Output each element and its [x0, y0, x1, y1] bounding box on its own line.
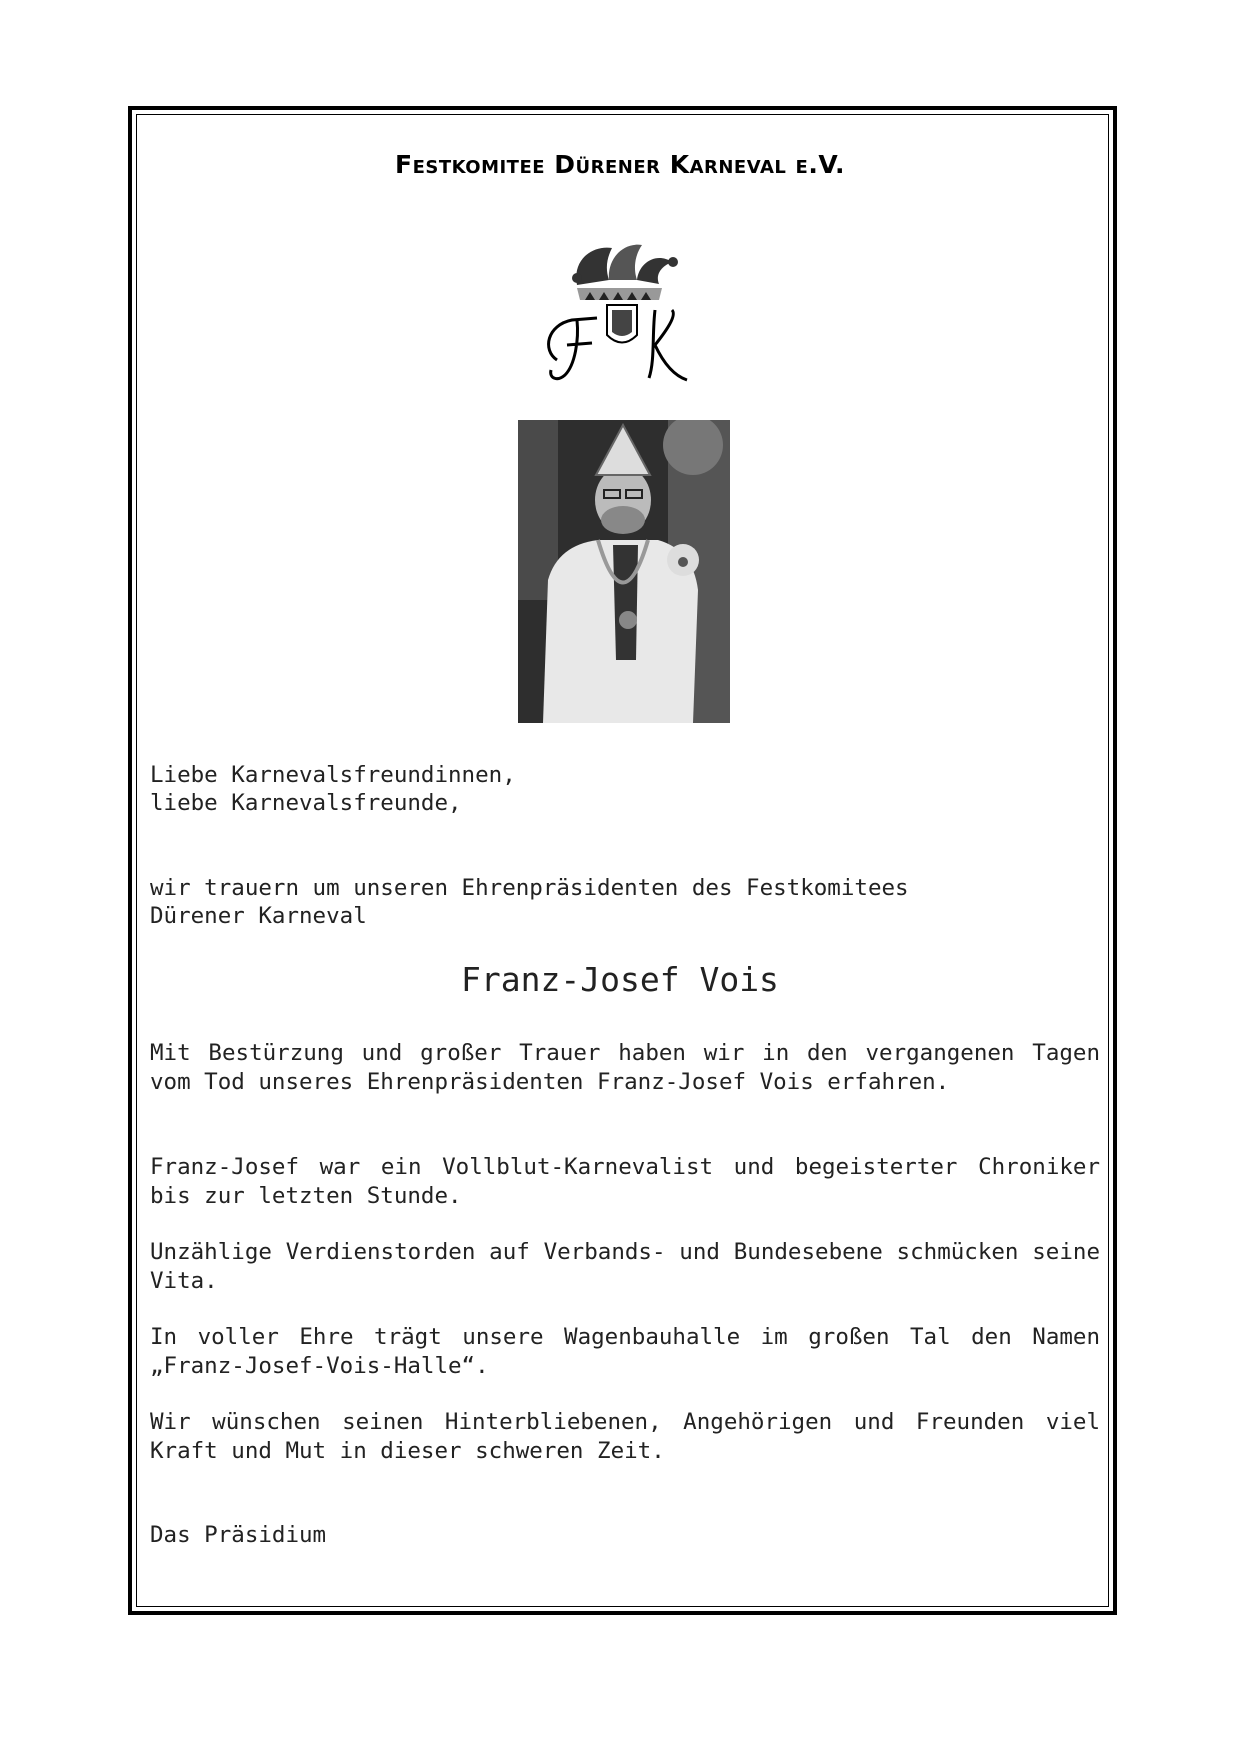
portrait-photo-icon [518, 420, 730, 723]
greeting-line-2: liebe Karnevalsfreunde, [150, 790, 462, 816]
festkomitee-logo-icon [537, 240, 707, 390]
paragraph-wishes: Wir wünschen seinen Hinterbliebenen, Angehörigen und Freunden viel Kraft und Mut in dieser schweren Zeit. [150, 1409, 1100, 1464]
portrait-photo [518, 420, 730, 723]
paragraph-condolence: Mit Bestürzung und großer Trauer haben wir in den vergangenen Tagen vom Tod unseres Ehrenpräsidenten Franz-Josef Vois erfahren. [150, 1040, 1100, 1095]
greeting-line-1: Liebe Karnevalsfreundinnen, [150, 762, 516, 788]
organization-title: Festkomitee Dürener Karneval e.V. [395, 150, 845, 179]
honoree-name: Franz-Josef Vois [461, 960, 779, 999]
paragraph-orders: Unzählige Verdienstorden auf Verbands- und Bundesebene schmücken seine Vita. [150, 1239, 1100, 1294]
intro-line-2: Dürener Karneval [150, 903, 367, 929]
paragraph-karnevalist: Franz-Josef war ein Vollblut-Karnevalist und begeisterter Chroniker bis zur letzten Stunde. [150, 1154, 1100, 1209]
paragraph-hall-name: In voller Ehre trägt unsere Wagenbauhalle im großen Tal den Namen „Franz-Josef-Vois-Halle“. [150, 1324, 1100, 1379]
signature: Das Präsidium [150, 1522, 327, 1548]
intro-line-1: wir trauern um unseren Ehrenpräsidenten des Festkomitees [150, 875, 909, 901]
